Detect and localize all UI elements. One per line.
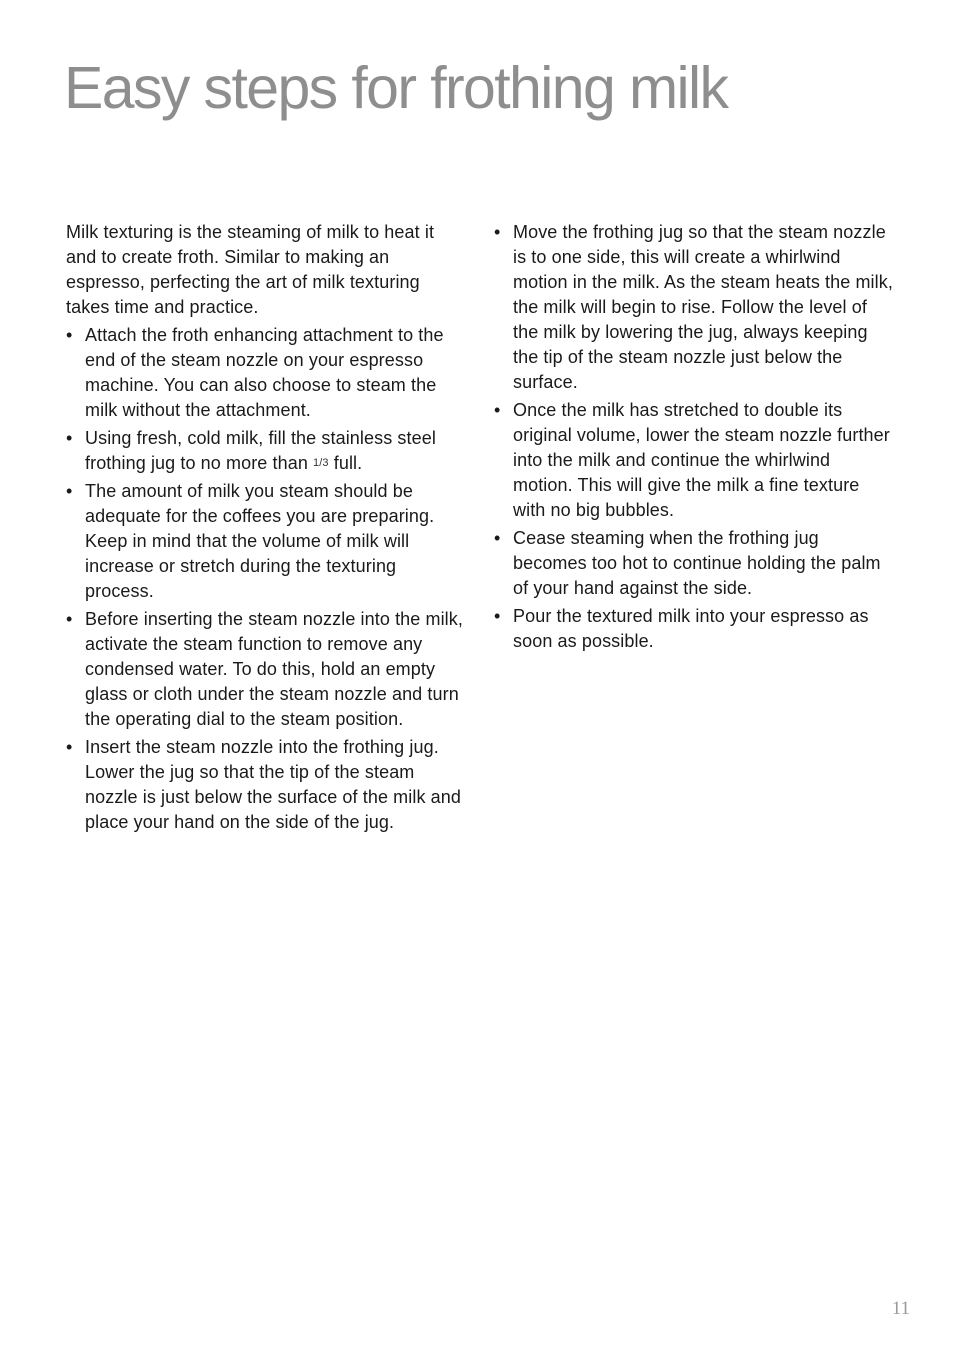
step-text: Using fresh, cold milk, fill the stainless steel frothing jug to no more than (85, 428, 436, 473)
step-item-whirlwind-motion: • Move the frothing jug so that the steam nozzle is to one side, this will create a whirlwind motion in the milk. As the steam heats the milk, the milk will begin to rise. Follow the level of the milk by lowering the jug, always keeping the tip of the steam nozzle just below the surface. (494, 220, 894, 395)
step-item-insert-nozzle: • Insert the steam nozzle into the frothing jug. Lower the jug so that the tip of the steam nozzle is just below the surface of the milk and place your hand on the side of the jug. (66, 735, 466, 835)
left-steps-list (66, 323, 466, 835)
left-column (66, 220, 466, 838)
right-column (494, 220, 894, 657)
step-item-attach-froth-attachment: • Attach the froth enhancing attachment to the end of the steam nozzle on your espresso machine. You can also choose to steam the milk without the attachment. (66, 323, 466, 423)
step-item-pour-milk: • Pour the textured milk into your espresso as soon as possible. (494, 604, 894, 654)
intro-paragraph: Milk texturing is the steaming of milk to heat it and to create froth. Similar to making an espresso, perfecting the art of milk texturing takes time and practice. (66, 222, 435, 317)
fraction-one-third: 1/3 (313, 457, 329, 469)
step-item-milk-amount: • The amount of milk you steam should be adequate for the coffees you are preparing. Keep in mind that the volume of milk will increase or stretch during the texturing process. (66, 479, 466, 604)
page-title: Easy steps for frothing milk (64, 55, 728, 121)
right-steps-list (494, 220, 894, 654)
step-item-purge-steam: • Before inserting the steam nozzle into the milk, activate the steam function to remove any condensed water. To do this, hold an empty glass or cloth under the steam nozzle and turn the operating dial to the steam position. (66, 607, 466, 732)
step-item-lower-nozzle: • Once the milk has stretched to double its original volume, lower the steam nozzle further into the milk and continue the whirlwind motion. This will give the milk a fine texture with no big bubbles. (494, 398, 894, 523)
step-item-cease-steaming: • Cease steaming when the frothing jug becomes too hot to continue holding the palm of your hand against the side. (494, 526, 894, 601)
step-text: full. (328, 453, 363, 473)
step-item-fill-jug (66, 426, 466, 476)
page-number: 11 (891, 1298, 910, 1319)
